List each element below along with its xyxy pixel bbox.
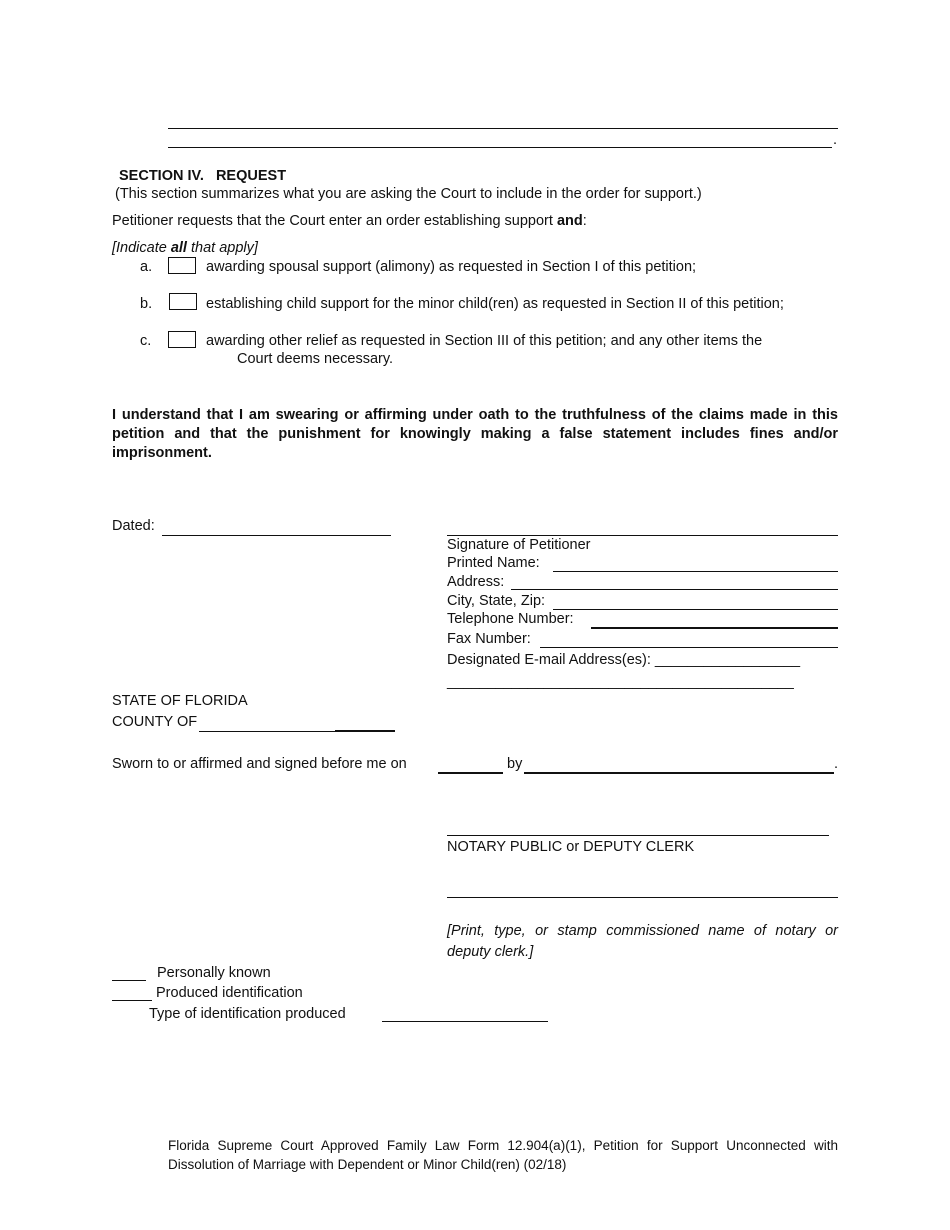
city-state-zip-label: City, State, Zip: [447,593,546,609]
form-footer: Florida Supreme Court Approved Family Law Form 12.904(a)(1), Petition for Support Unconnected with Dissolution of Marriage with Dependent or Minor Child(ren) (02/18) [168,1138,838,1172]
fax-line[interactable] [540,647,838,648]
county-line-bold[interactable] [335,730,395,732]
email-label: Designated E-mail Address(es): __________________ [447,652,801,668]
section-heading: SECTION IV. REQUEST [119,168,287,184]
county-label: COUNTY OF [112,714,198,730]
option-b-checkbox[interactable] [169,293,197,310]
fax-label: Fax Number: [447,631,531,647]
email-line-2[interactable]: ___________________________________________ [447,674,794,690]
option-c-text: awarding other relief as requested in Section III of this petition; and any other items the [206,333,763,349]
top-line-1[interactable] [168,128,838,129]
id-type-label: Type of identification produced [149,1006,346,1022]
top-line-period: . [833,132,838,148]
printed-name-label: Printed Name: [447,555,540,571]
option-b-letter: b. [140,296,153,312]
dated-line[interactable] [162,535,391,536]
state-label: STATE OF FLORIDA [112,693,248,709]
id-type-line[interactable] [382,1021,548,1022]
sworn-by-line[interactable] [524,772,834,774]
oath-statement: I understand that I am swearing or affirming under oath to the truthfulness of the claims made in this petition and that the punishment for knowingly making a false statement includes fines and/or imprisonment. [112,407,838,461]
option-a-text: awarding spousal support (alimony) as requested in Section I of this petition; [206,259,697,275]
section-summary: (This section summarizes what you are asking the Court to include in the order for support.) [115,186,702,202]
produced-id-label: Produced identification [156,985,303,1001]
telephone-label: Telephone Number: [447,611,574,627]
notary-name-line[interactable] [447,897,838,898]
personally-known-line[interactable] [112,980,146,981]
signature-line[interactable] [447,535,838,536]
stamp-note: [Print, type, or stamp commissioned name of notary or deputy clerk.] [447,923,838,960]
dated-label: Dated: [112,518,155,534]
notary-signature-line[interactable] [447,835,829,836]
request-intro [112,213,587,229]
option-c-letter: c. [140,333,152,349]
request-intro-and: and [556,213,583,229]
option-c-text-cont: Court deems necessary. [237,351,394,367]
signature-label: Signature of Petitioner [447,537,591,553]
top-line-2[interactable] [168,147,832,148]
option-a-letter: a. [140,259,153,275]
sworn-period: . [834,756,839,772]
produced-id-line[interactable] [112,1000,152,1001]
option-b-text: establishing child support for the minor child(ren) as requested in Section II of this petition; [206,296,784,312]
address-line[interactable] [511,589,838,590]
notary-label: NOTARY PUBLIC or DEPUTY CLERK [447,839,695,855]
sworn-by: by [507,756,523,772]
request-intro-text: Petitioner requests that the Court enter an order establishing support [112,213,557,229]
telephone-line[interactable] [591,627,838,629]
request-intro-colon: : [582,213,587,229]
option-a-checkbox[interactable] [168,257,196,274]
option-c-checkbox[interactable] [168,331,196,348]
sworn-text: Sworn to or affirmed and signed before me on [112,756,407,772]
sworn-date-line[interactable] [438,772,503,774]
city-state-zip-line[interactable] [553,609,838,610]
personally-known-label: Personally known [157,965,271,981]
county-line[interactable] [199,731,335,732]
indicate-instruction: [Indicate all that apply] [112,240,258,256]
address-label: Address: [447,574,505,590]
printed-name-line[interactable] [553,571,838,572]
